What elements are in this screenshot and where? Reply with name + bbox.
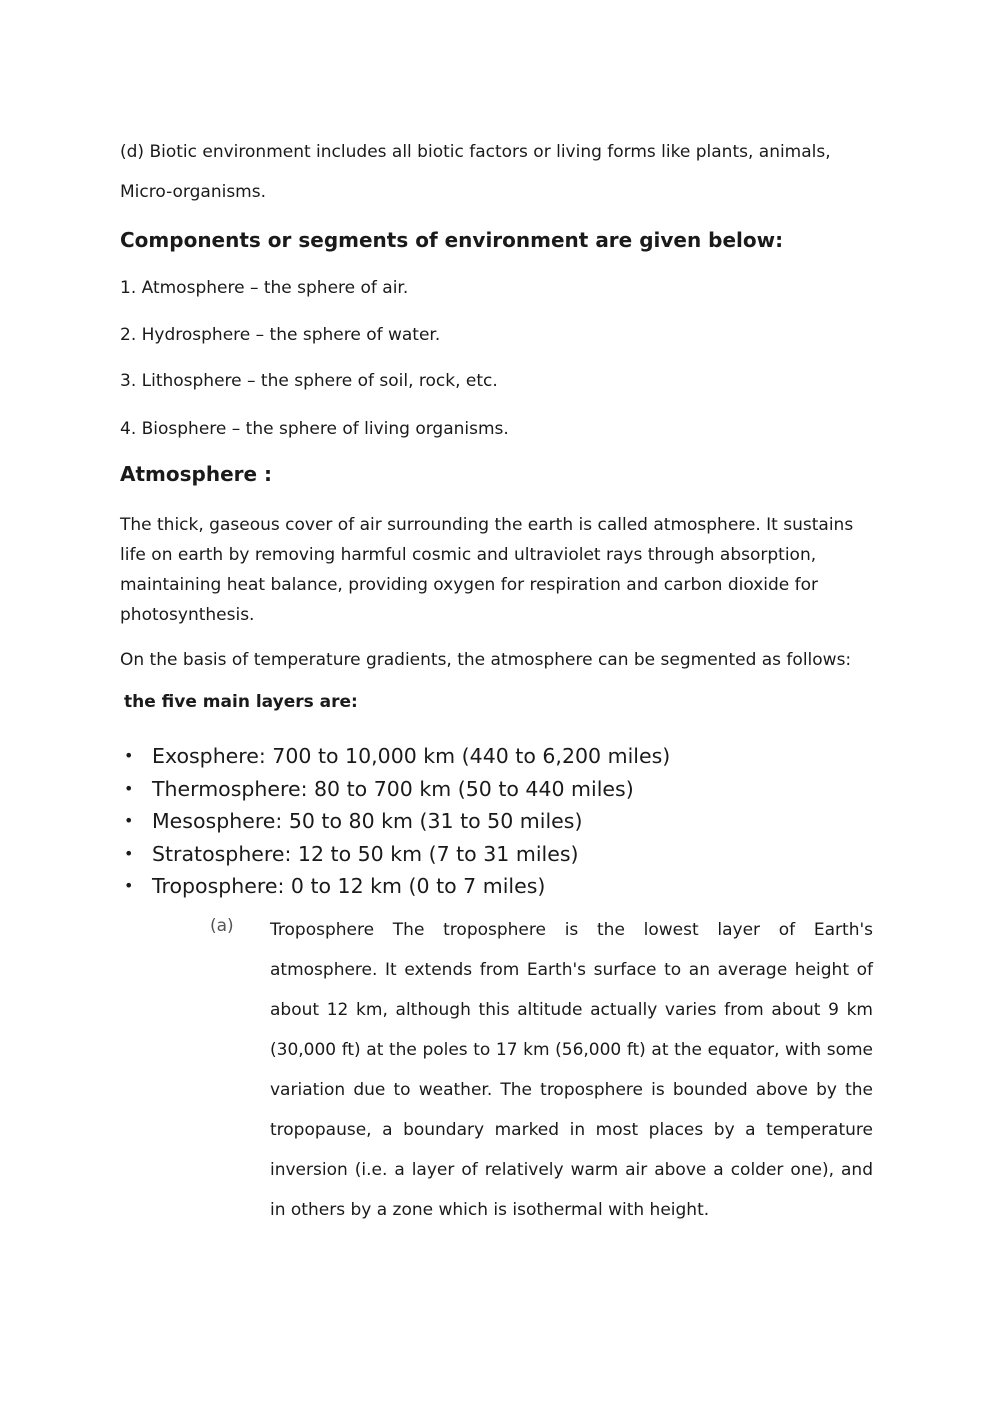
component-item-hydrosphere: 2. Hydrosphere – the sphere of water. [120, 325, 441, 345]
component-item-biosphere: 4. Biosphere – the sphere of living organisms. [120, 419, 509, 439]
troposphere-paragraph: Troposphere The troposphere is the lowest layer of Earth's atmosphere. It extends from Earth's surface to an average height of about 12 km, although this altitude actually varies from about 9 km (30,000 ft) at the poles to 17 km (56,000 ft) at the equator, with some variation due to weather. The troposphere is bounded above by the tropopause, a boundary marked in most places by a temperature inversion (i.e. a layer of relatively warm air above a colder one), and in others by a zone which is isothermal with height. [270, 920, 873, 1220]
bullet-icon: • [124, 811, 134, 830]
components-heading: Components or segments of environment are given below: [120, 228, 784, 252]
component-item-atmosphere: 1. Atmosphere – the sphere of air. [120, 278, 409, 298]
layer-thermosphere: Thermosphere: 80 to 700 km (50 to 440 miles) [152, 776, 634, 801]
list-item [120, 740, 670, 773]
list-item [120, 870, 670, 903]
list-item [120, 805, 670, 838]
layer-list [120, 740, 670, 903]
intro-paragraph: (d) Biotic environment includes all biotic factors or living forms like plants, animals, Micro-organisms. [120, 142, 831, 202]
atmosphere-basis-text: On the basis of temperature gradients, the atmosphere can be segmented as follows: [120, 650, 852, 670]
bullet-icon: • [124, 778, 134, 798]
subitem-marker: (a) [210, 916, 234, 936]
five-layers-label: the five main layers are: [124, 692, 358, 712]
bullet-icon: • [124, 876, 134, 895]
layer-exosphere: Exosphere: 700 to 10,000 km (440 to 6,200 miles) [152, 744, 671, 768]
layer-stratosphere: Stratosphere: 12 to 50 km (7 to 31 miles) [152, 841, 579, 866]
atmosphere-heading: Atmosphere : [120, 462, 273, 486]
component-item-lithosphere: 3. Lithosphere – the sphere of soil, rock, etc. [120, 371, 498, 391]
list-item [120, 838, 670, 871]
list-item [120, 773, 670, 806]
layer-troposphere: Troposphere: 0 to 12 km (0 to 7 miles) [152, 874, 546, 898]
bullet-icon: • [124, 843, 134, 863]
bullet-icon: • [124, 746, 134, 765]
atmosphere-description: The thick, gaseous cover of air surrounding the earth is called atmosphere. It sustains life on earth by removing harmful cosmic and ultraviolet rays through absorption, maintaining heat balance, providing oxygen for respiration and carbon dioxide for photosynthesis. [120, 515, 854, 625]
layer-mesosphere: Mesosphere: 50 to 80 km (31 to 50 miles) [152, 809, 583, 833]
